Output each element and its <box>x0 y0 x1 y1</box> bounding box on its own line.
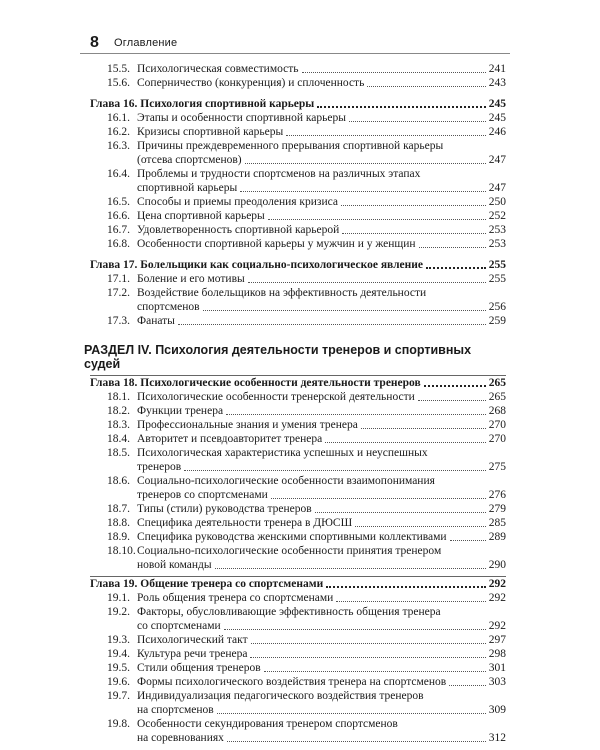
running-title: Оглавление <box>114 37 178 49</box>
toc-row-continued <box>90 558 506 572</box>
entry-number: 15.6. <box>107 77 130 89</box>
entry-number: 19.6. <box>107 676 130 688</box>
toc-row-continued <box>90 181 506 195</box>
chapter-row <box>90 577 506 591</box>
toc-row <box>90 516 506 530</box>
entry-text <box>137 474 506 488</box>
entry-text <box>137 272 489 286</box>
toc-row <box>90 62 506 76</box>
entry-number: 16.2. <box>107 126 130 138</box>
entry-text <box>137 647 489 661</box>
entry-text <box>137 558 489 572</box>
chapter-title: Глава 19. Общение тренера со спортсменами <box>90 578 324 590</box>
toc-entry <box>90 530 506 544</box>
toc-entry <box>90 125 506 139</box>
entry-text <box>137 314 489 328</box>
entry-title: Причины преждевременного прерывания спортивной карьеры <box>137 140 444 152</box>
entry-text <box>137 530 489 544</box>
chapter-entry <box>90 258 506 272</box>
toc-row <box>90 237 506 251</box>
toc-entry <box>90 111 506 125</box>
toc-row <box>90 286 506 300</box>
entry-text <box>137 300 489 314</box>
entry-text <box>137 675 489 689</box>
entry-number: 19.2. <box>107 606 130 618</box>
leader-dots <box>268 219 486 220</box>
entry-text <box>137 418 489 432</box>
toc-row <box>90 404 506 418</box>
leader-dots <box>325 442 486 443</box>
toc-entry <box>90 195 506 209</box>
entry-title: Удовлетворенность спортивной карьерой <box>137 224 340 236</box>
toc-row-continued <box>90 488 506 502</box>
entry-number: 18.7. <box>107 503 130 515</box>
toc-entry <box>90 446 506 474</box>
entry-text <box>137 195 489 209</box>
toc-row <box>90 418 506 432</box>
entry-number: 18.1. <box>107 391 130 403</box>
entry-title: Проблемы и трудности спортсменов на различных этапах <box>137 168 421 180</box>
entry-number: 19.3. <box>107 634 130 646</box>
leader-dots <box>271 498 486 499</box>
entry-title: Психологическая характеристика успешных и неуспешных <box>137 447 428 459</box>
entry-number: 18.5. <box>107 447 130 459</box>
entry-page: 279 <box>488 503 506 515</box>
entry-page: 298 <box>488 648 506 660</box>
entry-page: 255 <box>488 273 506 285</box>
entry-number: 18.3. <box>107 419 130 431</box>
leader-dots <box>215 568 486 569</box>
toc-row <box>90 314 506 328</box>
toc-row-continued <box>90 619 506 633</box>
entry-number: 19.8. <box>107 718 130 730</box>
entry-page: 246 <box>488 126 506 138</box>
toc-entry <box>90 717 506 745</box>
leader-dots <box>361 428 486 429</box>
chapter-16 <box>90 97 506 251</box>
entry-text <box>137 731 489 745</box>
entry-page: 270 <box>488 433 506 445</box>
leader-dots <box>426 267 486 269</box>
toc-entry <box>90 544 506 572</box>
entry-text <box>137 446 506 460</box>
chapter-page: 255 <box>488 259 506 271</box>
entry-title: Способы и приемы преодоления кризиса <box>137 196 338 208</box>
chapter-page: 292 <box>488 578 506 590</box>
toc-entry <box>90 139 506 167</box>
entry-page: 245 <box>488 112 506 124</box>
entry-title: Соперничество (конкуренция) и сплоченность <box>137 77 365 89</box>
entry-title: Психологическая совместимость <box>137 63 299 75</box>
toc-row <box>90 661 506 675</box>
entry-number: 16.8. <box>107 238 130 250</box>
toc-entry <box>90 661 506 675</box>
entry-title: Роль общения тренера со спортсменами <box>137 592 334 604</box>
entry-text <box>137 619 489 633</box>
toc-row-continued <box>90 153 506 167</box>
entry-text <box>137 153 489 167</box>
toc-row <box>90 675 506 689</box>
leader-dots <box>449 685 486 686</box>
entry-text <box>137 689 506 703</box>
entry-text <box>137 111 489 125</box>
entry-text <box>137 125 489 139</box>
toc-entry <box>90 404 506 418</box>
entry-title: Профессиональные знания и умения тренера <box>137 419 358 431</box>
section-heading: РАЗДЕЛ IV. Психология деятельности тренеров и спортивных судей <box>84 343 472 371</box>
chapter-entry <box>90 376 506 390</box>
entry-title: Социально-психологические особенности взаимопонимания <box>137 475 435 487</box>
entry-text <box>90 97 489 111</box>
leader-dots <box>226 414 486 415</box>
entry-page: 247 <box>488 182 506 194</box>
chapter-entry <box>90 577 506 591</box>
toc-row <box>90 717 506 731</box>
chapter-17 <box>90 258 506 328</box>
entry-page: 285 <box>488 517 506 529</box>
toc-entry <box>90 675 506 689</box>
leader-dots <box>302 72 486 73</box>
toc-entry <box>90 314 506 328</box>
entry-number: 18.6. <box>107 475 130 487</box>
entry-title: Специфика деятельности тренера в ДЮСШ <box>137 517 353 529</box>
toc-entry <box>90 689 506 717</box>
toc-entry <box>90 502 506 516</box>
entry-title: Боление и его мотивы <box>137 273 245 285</box>
entry-page: 301 <box>488 662 506 674</box>
leader-dots <box>341 205 486 206</box>
leader-dots <box>251 643 486 644</box>
toc-entry <box>90 516 506 530</box>
entry-page: 292 <box>488 592 506 604</box>
leader-dots <box>184 470 486 471</box>
toc-entry <box>90 237 506 251</box>
leader-dots <box>317 106 485 108</box>
entry-title-continued: на спортсменов <box>137 704 214 716</box>
leader-dots <box>424 385 486 387</box>
entry-page: 276 <box>488 489 506 501</box>
entry-number: 19.5. <box>107 662 130 674</box>
toc-entry <box>90 418 506 432</box>
entry-title-continued: спортсменов <box>137 301 200 313</box>
entry-text <box>137 703 489 717</box>
entry-title: Социально-психологические особенности принятия тренером <box>137 545 442 557</box>
entry-page: 292 <box>488 620 506 632</box>
toc-entry <box>90 62 506 76</box>
entry-text <box>137 404 489 418</box>
entry-text <box>137 181 489 195</box>
chapter-row <box>90 376 506 390</box>
entry-page: 270 <box>488 419 506 431</box>
entry-text <box>137 605 506 619</box>
toc-row <box>90 647 506 661</box>
entry-page: 250 <box>488 196 506 208</box>
chapter-entry <box>90 97 506 111</box>
toc-row <box>90 167 506 181</box>
toc-row <box>90 633 506 647</box>
entry-text <box>137 286 506 300</box>
entry-text <box>137 139 506 153</box>
chapter-title: Глава 18. Психологические особенности деятельности тренеров <box>90 377 421 389</box>
toc-row <box>90 502 506 516</box>
entry-title: Особенности секундирования тренером спортсменов <box>137 718 398 730</box>
entry-title: Фанаты <box>137 315 175 327</box>
toc-row <box>90 139 506 153</box>
toc-entry <box>90 76 506 90</box>
entry-number: 18.4. <box>107 433 130 445</box>
entry-title: Индивидуализация педагогического воздействия тренеров <box>137 690 424 702</box>
leader-dots <box>342 233 486 234</box>
toc-entry <box>90 647 506 661</box>
entry-title-continued: тренеров со спортсменами <box>137 489 268 501</box>
entry-number: 16.4. <box>107 168 130 180</box>
entry-text <box>137 516 489 530</box>
leader-dots <box>326 586 486 588</box>
entry-number: 15.5. <box>107 63 130 75</box>
chapter-19 <box>90 576 506 745</box>
entry-title-continued: на соревнованиях <box>137 732 224 744</box>
toc-row <box>90 474 506 488</box>
entry-text <box>137 460 489 474</box>
entry-number: 17.1. <box>107 273 130 285</box>
entry-title: Типы (стили) руководства тренеров <box>137 503 312 515</box>
entry-title: Стили общения тренеров <box>137 662 261 674</box>
entry-page: 268 <box>488 405 506 417</box>
entry-number: 16.6. <box>107 210 130 222</box>
entry-page: 289 <box>488 531 506 543</box>
toc-row <box>90 530 506 544</box>
entry-text <box>137 209 489 223</box>
chapter-title: Глава 17. Болельщики как социально-психологическое явление <box>90 259 424 271</box>
entry-title: Цена спортивной карьеры <box>137 210 265 222</box>
entry-number: 17.2. <box>107 287 130 299</box>
toc-row <box>90 209 506 223</box>
entry-text <box>137 633 489 647</box>
entry-title: Психологические особенности тренерской деятельности <box>137 391 415 403</box>
entry-title: Особенности спортивной карьеры у мужчин и у женщин <box>137 238 416 250</box>
entry-title: Функции тренера <box>137 405 224 417</box>
chapter-row <box>90 97 506 111</box>
toc-entry <box>90 272 506 286</box>
entry-text <box>90 577 489 591</box>
toc-row-continued <box>90 703 506 717</box>
entry-page: 297 <box>488 634 506 646</box>
entry-text <box>137 544 506 558</box>
toc-row <box>90 446 506 460</box>
toc-entry <box>90 209 506 223</box>
toc-row <box>90 605 506 619</box>
toc-row-continued <box>90 731 506 745</box>
entry-title: Этапы и особенности спортивной карьеры <box>137 112 346 124</box>
toc-row <box>90 689 506 703</box>
page-header <box>80 31 510 54</box>
toc-row <box>90 544 506 558</box>
leader-dots <box>286 135 486 136</box>
leader-dots <box>250 657 485 658</box>
entry-number: 16.5. <box>107 196 130 208</box>
entry-page: 259 <box>488 315 506 327</box>
leader-dots <box>355 526 486 527</box>
leader-dots <box>419 247 486 248</box>
entry-text <box>137 167 506 181</box>
entry-page: 253 <box>488 238 506 250</box>
leader-dots <box>178 324 486 325</box>
toc-row <box>90 76 506 90</box>
toc-row <box>90 591 506 605</box>
toc-row <box>90 195 506 209</box>
toc-row <box>90 432 506 446</box>
entry-text <box>90 376 489 390</box>
entry-title: Воздействие болельщиков на эффективность деятельности <box>137 287 427 299</box>
entry-title: Авторитет и псевдоавторитет тренера <box>137 433 323 445</box>
toc-row <box>90 125 506 139</box>
entry-number: 16.1. <box>107 112 130 124</box>
entry-text <box>137 237 489 251</box>
entry-page: 275 <box>488 461 506 473</box>
toc-entry <box>90 223 506 237</box>
toc-entry <box>90 286 506 314</box>
entry-number: 19.1. <box>107 592 130 604</box>
leader-dots <box>248 282 486 283</box>
toc-entry <box>90 432 506 446</box>
entry-number: 19.7. <box>107 690 130 702</box>
toc-entry <box>90 605 506 633</box>
entry-number: 16.7. <box>107 224 130 236</box>
toc-entry <box>90 474 506 502</box>
entry-text <box>137 717 506 731</box>
toc-entry <box>90 167 506 195</box>
entry-text <box>137 488 489 502</box>
toc-row-continued <box>90 460 506 474</box>
entry-title-continued: (отсева спортсменов) <box>137 154 242 166</box>
entry-page: 303 <box>488 676 506 688</box>
entry-number: 16.3. <box>107 140 130 152</box>
leader-dots <box>224 629 486 630</box>
leader-dots <box>264 671 486 672</box>
entry-text <box>137 661 489 675</box>
entry-page: 247 <box>488 154 506 166</box>
entry-text <box>137 76 489 90</box>
entry-title: Специфика руководства женскими спортивными коллективами <box>137 531 447 543</box>
entry-number: 17.3. <box>107 315 130 327</box>
leader-dots <box>349 121 486 122</box>
table-of-contents <box>84 62 506 745</box>
entry-number: 19.4. <box>107 648 130 660</box>
toc-row <box>90 390 506 404</box>
entry-text <box>137 390 489 404</box>
entry-page: 241 <box>488 63 506 75</box>
leader-dots <box>418 400 486 401</box>
entry-title: Кризисы спортивной карьеры <box>137 126 284 138</box>
entry-text <box>137 502 489 516</box>
page-number: 8 <box>90 34 99 51</box>
entry-page: 253 <box>488 224 506 236</box>
entry-title-continued: тренеров <box>137 461 182 473</box>
entry-page: 256 <box>488 301 506 313</box>
chapter-18 <box>90 375 506 572</box>
entry-text <box>137 223 489 237</box>
leader-dots <box>240 191 486 192</box>
entry-title: Психологический такт <box>137 634 248 646</box>
chapter-page: 265 <box>488 377 506 389</box>
entry-title-continued: со спортсменами <box>137 620 221 632</box>
toc-row <box>90 111 506 125</box>
entry-text <box>137 432 489 446</box>
entry-page: 312 <box>488 732 506 744</box>
chapter-title: Глава 16. Психология спортивной карьеры <box>90 98 315 110</box>
entry-page: 290 <box>488 559 506 571</box>
entry-text <box>90 258 489 272</box>
entry-number: 18.9. <box>107 531 130 543</box>
leader-dots <box>450 540 486 541</box>
entry-text <box>137 591 489 605</box>
entry-title: Формы психологического воздействия тренера на спортсменов <box>137 676 447 688</box>
entry-title: Факторы, обусловливающие эффективность общения тренера <box>137 606 441 618</box>
toc-entry <box>90 390 506 404</box>
entry-page: 243 <box>488 77 506 89</box>
entry-number: 18.8. <box>107 517 130 529</box>
entry-number: 18.2. <box>107 405 130 417</box>
entry-title-continued: новой команды <box>137 559 212 571</box>
toc-block-15 <box>90 62 506 90</box>
leader-dots <box>245 163 486 164</box>
entry-page: 309 <box>488 704 506 716</box>
entry-title-continued: спортивной карьеры <box>137 182 238 194</box>
toc-row <box>90 272 506 286</box>
entry-page: 252 <box>488 210 506 222</box>
toc-entry <box>90 591 506 605</box>
toc-entry <box>90 633 506 647</box>
leader-dots <box>315 512 486 513</box>
entry-title: Культура речи тренера <box>137 648 248 660</box>
leader-dots <box>203 310 486 311</box>
leader-dots <box>227 741 486 742</box>
toc-row <box>90 223 506 237</box>
leader-dots <box>367 86 485 87</box>
leader-dots <box>217 713 486 714</box>
entry-number: 18.10. <box>107 545 136 557</box>
chapter-page: 245 <box>488 98 506 110</box>
toc-row-continued <box>90 300 506 314</box>
entry-page: 265 <box>488 391 506 403</box>
entry-text <box>137 62 489 76</box>
leader-dots <box>336 601 485 602</box>
chapter-row <box>90 258 506 272</box>
